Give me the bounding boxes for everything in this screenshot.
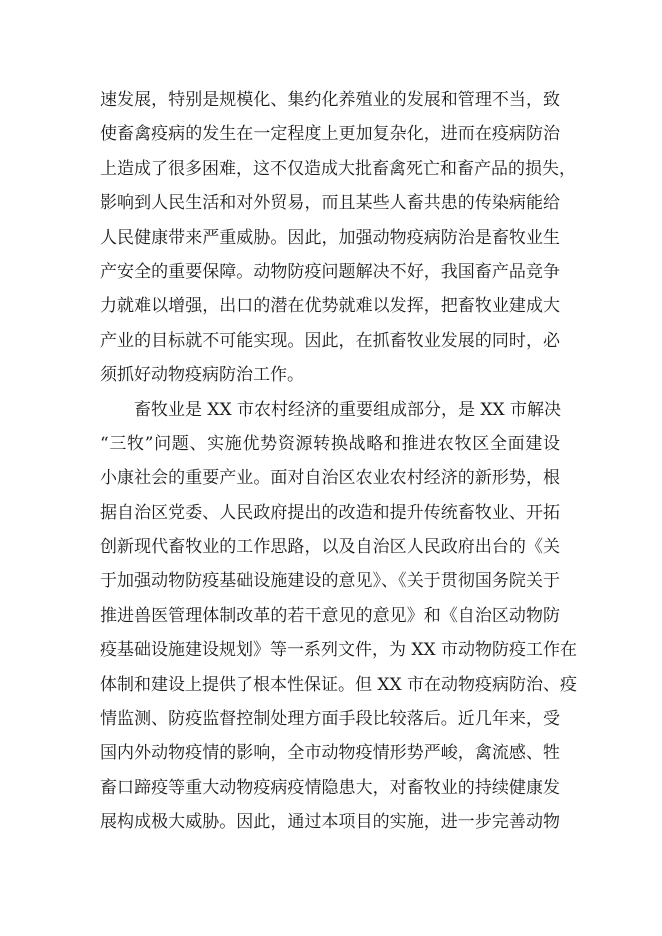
body-text [100, 83, 578, 840]
paragraph-first-line: 畜牧业是 XX 市农村经济的重要组成部分，是 XX 市解决 [134, 399, 562, 420]
text-line: 影响到人民生活和对外贸易，而且某些人畜共患的传染病能给 [100, 193, 560, 214]
text-line: 产安全的重要保障。动物防疫问题解决不好，我国畜产品竞争 [100, 261, 560, 282]
text-line: 推进兽医管理体制改革的若干意见的意见》和《自治区动物防 [100, 605, 560, 626]
text-line: 于加强动物防疫基础设施建设的意见》、《关于贯彻国务院关于 [100, 571, 560, 592]
text-line: 使畜禽疫病的发生在一定程度上更加复杂化，进而在疫病防治 [100, 124, 560, 145]
text-line: 人民健康带来严重威胁。因此，加强动物疫病防治是畜牧业生 [100, 227, 560, 248]
text-line: 创新现代畜牧业的工作思路，以及自治区人民政府出台的《关 [100, 537, 560, 558]
text-line: 疫基础设施建设规划》等一系列文件，为 XX 市动物防疫工作在 [100, 640, 578, 661]
text-line: 国内外动物疫情的影响，全市动物疫情形势严峻，禽流感、牲 [100, 743, 560, 764]
text-line: 上造成了很多困难，这不仅造成大批畜禽死亡和畜产品的损失， [100, 158, 576, 179]
text-line: 情监测、防疫监督控制处理方面手段比较落后。近几年来，受 [100, 709, 560, 730]
text-line: 产业的目标就不可能实现。因此，在抓畜牧业发展的同时，必 [100, 330, 560, 351]
text-line: 据自治区党委、人民政府提出的改造和提升传统畜牧业、开拓 [100, 502, 560, 523]
text-line: 展构成极大威胁。因此，通过本项目的实施，进一步完善动物 [100, 812, 560, 833]
text-line: 力就难以增强，出口的潜在优势就难以发挥，把畜牧业建成大 [100, 296, 560, 317]
paragraph-last-line: 须抓好动物疫病防治工作。 [100, 365, 304, 386]
text-line: 畜口蹄疫等重大动物疫病疫情隐患大，对畜牧业的持续健康发 [100, 777, 560, 798]
text-line: 小康社会的重要产业。面对自治区农业农村经济的新形势，根 [100, 468, 560, 489]
text-line: 速发展，特别是规模化、集约化养殖业的发展和管理不当，致 [100, 90, 560, 110]
text-line: “三牧”问题、实施优势资源转换战略和推进农牧区全面建设 [100, 433, 560, 454]
text-line: 体制和建设上提供了根本性保证。但 XX 市在动物疫病防治、疫 [100, 674, 578, 695]
